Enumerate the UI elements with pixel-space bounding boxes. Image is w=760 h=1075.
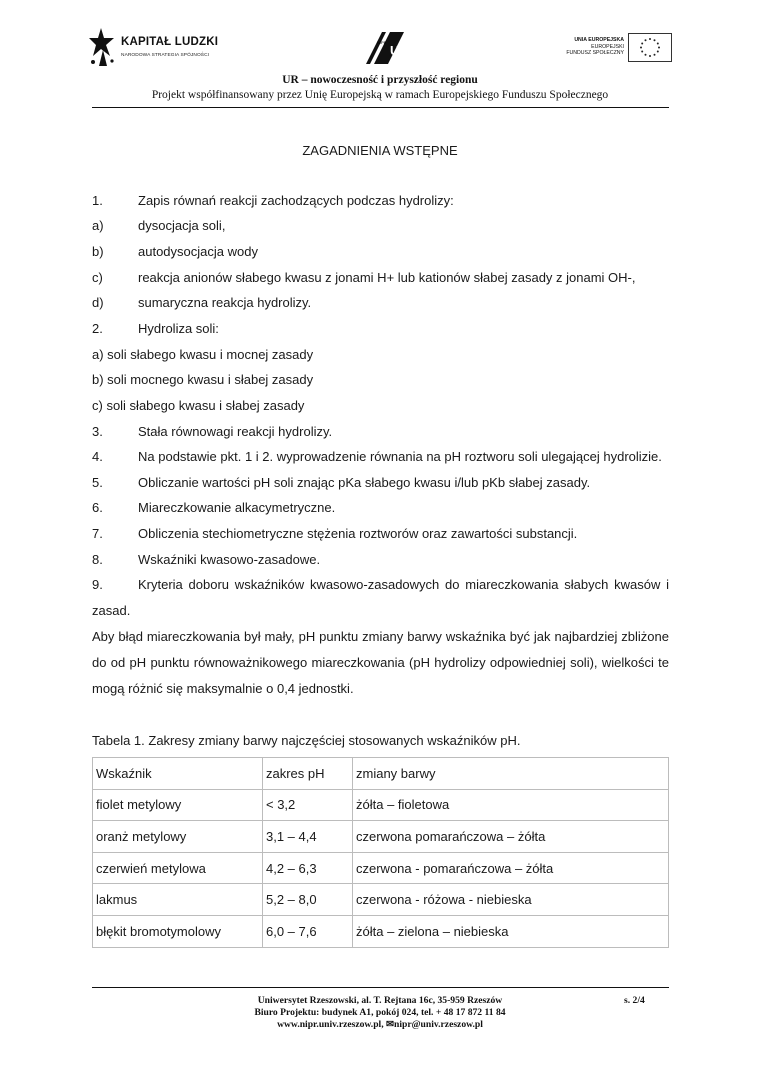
ur-logo-subtext: NIPR — [377, 40, 387, 45]
ur-nipr-logo — [352, 30, 407, 66]
table-cell: żółta – zielona – niebieska — [353, 915, 669, 947]
paragraph-line-3: mogą różnić się maksymalnie o 0,4 jednostki. — [92, 681, 354, 696]
kapital-ludzki-logo — [88, 26, 238, 70]
header-divider — [92, 107, 669, 108]
eu-line-1: UNIA EUROPEJSKA — [574, 37, 624, 43]
table-cell: 4,2 – 6,3 — [263, 852, 353, 884]
table-caption: Tabela 1. Zakresy zmiany barwy najczęściej stosowanych wskaźników pH. — [92, 733, 521, 748]
item9-line-1: Kryteria doboru wskaźników kwasowo-zasadowych do miareczkowania słabych kwasów i — [138, 577, 669, 592]
list-item: 8. Wskaźniki kwasowo-zasadowe. — [92, 552, 321, 567]
list-item: c) reakcja anionów słabego kwasu z jonami H+ lub kationów słabej zasady z jonami OH-, — [92, 270, 636, 285]
list-item: 5. Obliczanie wartości pH soli znając pKa słabego kwasu i/lub pKb słabej zasady. — [92, 475, 591, 490]
indicator-table — [92, 757, 669, 948]
table-header-row — [93, 758, 669, 790]
table-cell: fiolet metylowy — [93, 789, 263, 821]
footer-divider — [92, 987, 669, 988]
table-cell: czerwona - różowa - niebieska — [353, 884, 669, 916]
table-row — [93, 884, 669, 916]
list-item: 4. Na podstawie pkt. 1 i 2. wyprowadzenie równania na pH roztworu soli ulegającej hydrolizie. — [92, 449, 662, 464]
table-cell: 5,2 – 8,0 — [263, 884, 353, 916]
eu-logo-text — [566, 37, 624, 57]
table-header-cell: zakres pH — [263, 758, 353, 790]
eu-logo-block — [560, 33, 672, 63]
paragraph — [92, 624, 669, 702]
table-header-cell: zmiany barwy — [353, 758, 669, 790]
list-item: 1. Zapis równań reakcji zachodzących podczas hydrolizy: — [92, 193, 454, 208]
list-item: c) soli słabego kwasu i słabej zasady — [92, 398, 305, 413]
table-row — [93, 821, 669, 853]
list-item: a) soli słabego kwasu i mocnej zasady — [92, 347, 314, 362]
table-cell: czerwona pomarańczowa – żółta — [353, 821, 669, 853]
list-item: 2. Hydroliza soli: — [92, 321, 219, 336]
list-item: b) autodysocjacja wody — [92, 244, 258, 259]
ur-logo-icon — [352, 30, 407, 66]
list-item-9 — [92, 572, 669, 624]
document-title: ZAGADNIENIA WSTĘPNE — [302, 143, 458, 158]
footer-address: Uniwersytet Rzeszowski, al. T. Rejtana 16c, 35-959 Rzeszów — [257, 995, 503, 1006]
table-row — [93, 915, 669, 947]
item9-line-2: zasad. — [92, 603, 131, 618]
eu-flag-icon — [628, 33, 672, 62]
list-item: 3. Stała równowagi reakcji hydrolizy. — [92, 424, 333, 439]
table-header-cell: Wskaźnik — [93, 758, 263, 790]
ur-logo-mark: UR — [390, 43, 407, 58]
table-row — [93, 789, 669, 821]
footer-links: www.nipr.univ.rzeszow.pl, ✉nipr@univ.rzeszow.pl — [277, 1019, 483, 1030]
list-item: 6. Miareczkowanie alkacymetryczne. — [92, 500, 336, 515]
list-item: d) sumaryczna reakcja hydrolizy. — [92, 295, 312, 310]
table-cell: błękit bromotymolowy — [93, 915, 263, 947]
page-number: s. 2/4 — [624, 995, 645, 1006]
table-cell: czerwona - pomarańczowa – żółta — [353, 852, 669, 884]
table-cell: czerwień metylowa — [93, 852, 263, 884]
table-row — [93, 852, 669, 884]
paragraph-line-1: Aby błąd miareczkowania był mały, pH punktu zmiany barwy wskaźnika być jak najbardziej zbliżone — [92, 629, 669, 644]
list-item: 7. Obliczenia stechiometryczne stężenia roztworów oraz zawartości substancji. — [92, 526, 578, 541]
table-cell: < 3,2 — [263, 789, 353, 821]
list-item: a) dysocjacja soli, — [92, 218, 226, 233]
star-figure-icon — [88, 26, 118, 70]
table-cell: lakmus — [93, 884, 263, 916]
paragraph-line-2: do od pH punktu równoważnikowego miareczkowania (pH hydrolizy odpowiedniej soli), wielkości te — [92, 655, 669, 670]
table-cell: 6,0 – 7,6 — [263, 915, 353, 947]
item9-marker: 9. — [92, 577, 103, 592]
header-subtitle: Projekt współfinansowany przez Unię Europejską w ramach Europejskiego Funduszu Społecznego — [151, 89, 609, 101]
table-cell: oranż metylowy — [93, 821, 263, 853]
table-cell: 3,1 – 4,4 — [263, 821, 353, 853]
list-item: b) soli mocnego kwasu i słabej zasady — [92, 372, 314, 387]
kl-logo-name: KAPITAŁ LUDZKI — [121, 36, 219, 48]
header-title: UR – nowoczesność i przyszłość regionu — [282, 74, 478, 86]
eu-line-2: EUROPEJSKI — [591, 43, 624, 50]
eu-line-3: FUNDUSZ SPOŁECZNY — [566, 50, 624, 57]
kl-logo-subtitle: NARODOWA STRATEGIA SPÓJNOŚCI — [121, 53, 210, 58]
footer-project-office: Biuro Projektu: budynek A1, pokój 024, tel. + 48 17 872 11 84 — [254, 1007, 506, 1018]
table-cell: żółta – fioletowa — [353, 789, 669, 821]
